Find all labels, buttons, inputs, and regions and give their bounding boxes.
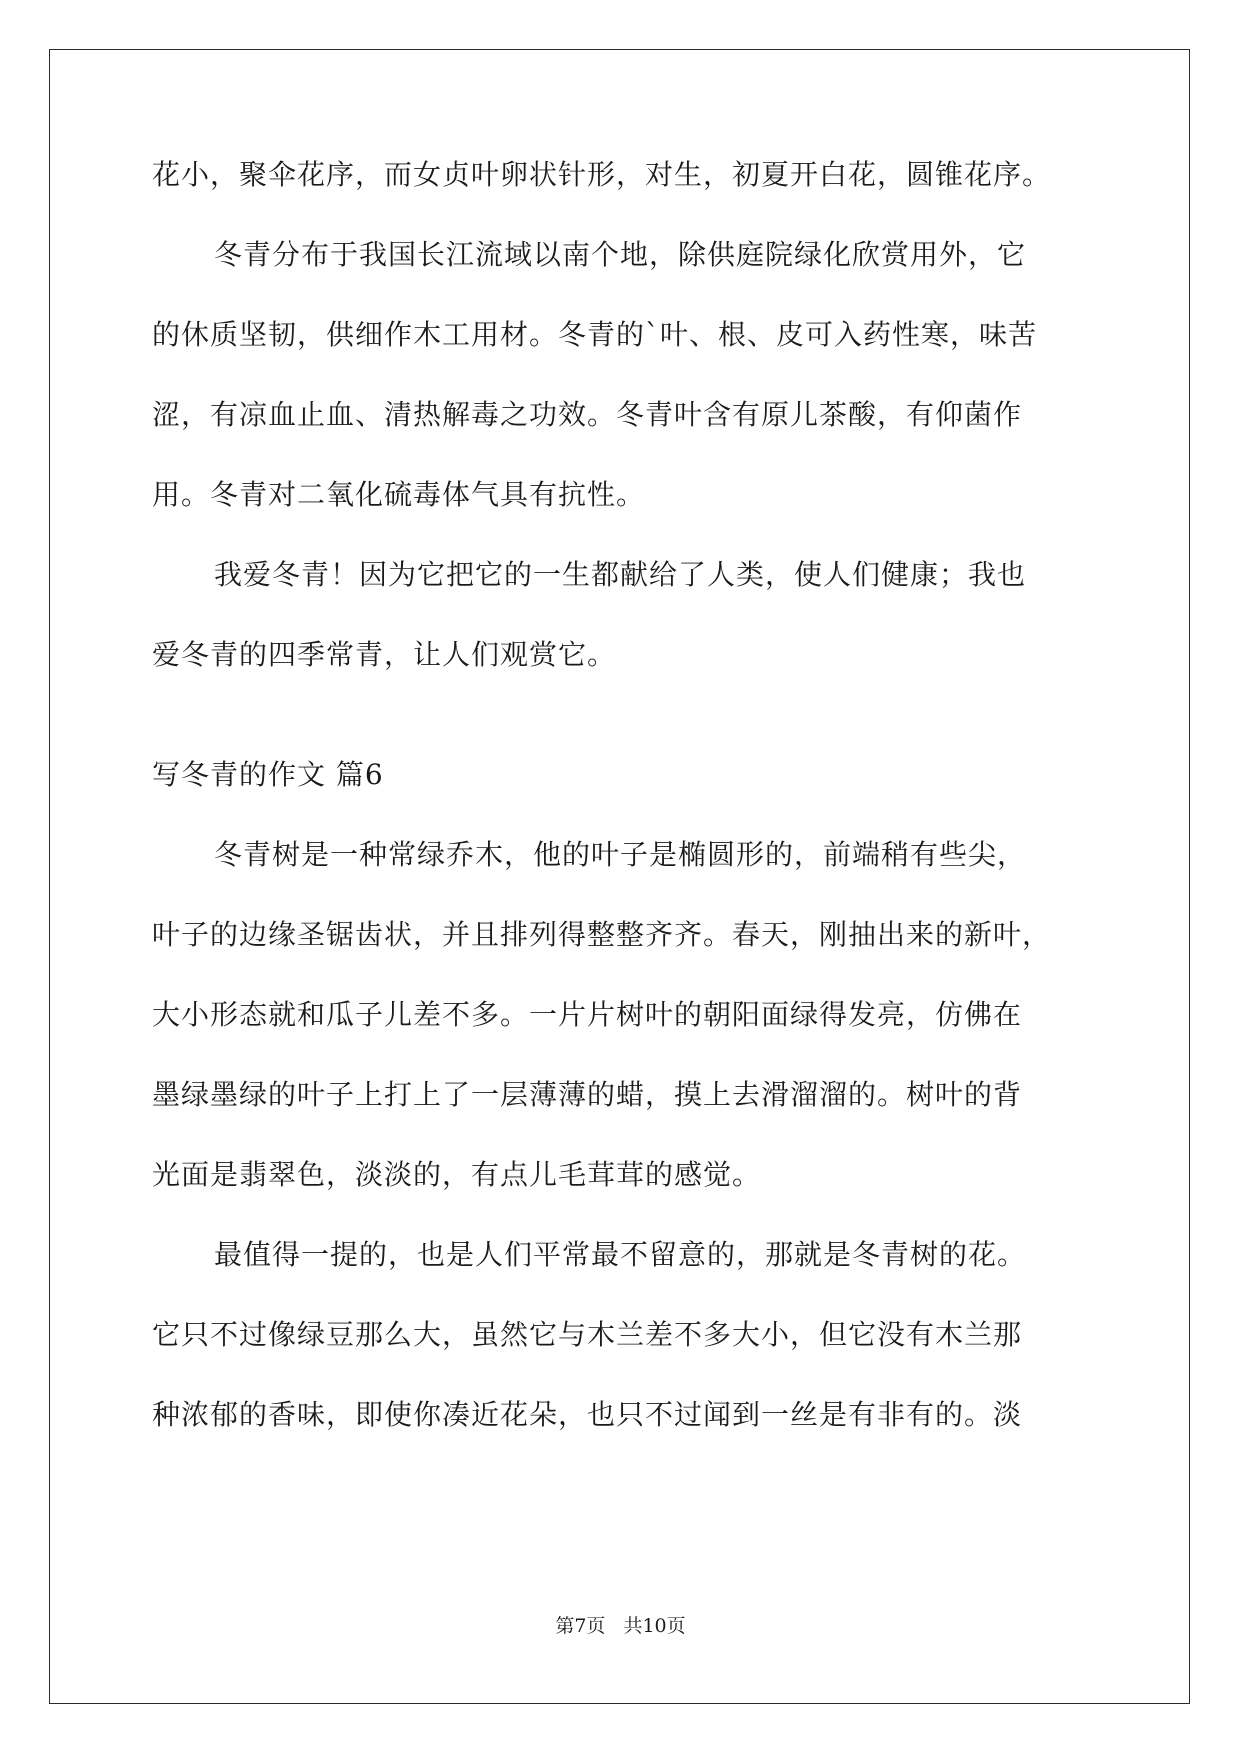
text-line: 用。冬青对二氧化硫毒体气具有抗性。 (152, 478, 646, 511)
page-footer (0, 1614, 1241, 1638)
text-line: 叶子的边缘圣锯齿状，并且排列得整整齐齐。春天，刚抽出来的新叶， (152, 918, 1052, 951)
text-line: 爱冬青的四季常青，让人们观赏它。 (152, 638, 617, 671)
text-line: 光面是翡翠色，淡淡的，有点儿毛茸茸的感觉。 (152, 1158, 762, 1191)
text-line: 冬青分布于我国长江流域以南个地，除供庭院绿化欣赏用外，它 (214, 238, 1027, 271)
document-body (152, 155, 1092, 1475)
page-number: 第7页 (555, 1615, 606, 1637)
text-line: 大小形态就和瓜子儿差不多。一片片树叶的朝阳面绿得发亮，仿佛在 (152, 998, 1023, 1031)
text-line: 种浓郁的香味，即使你凑近花朵，也只不过闻到一丝是有非有的。淡 (152, 1398, 1023, 1431)
text-line: 的休质坚韧，供细作木工用材。冬青的`叶、根、皮可入药性寒，味苦 (152, 318, 1038, 351)
text-line: 最值得一提的，也是人们平常最不留意的，那就是冬青树的花。 (214, 1238, 1027, 1271)
section-title: 写冬青的作文 篇6 (152, 758, 384, 791)
text-line: 花小，聚伞花序，而女贞叶卵状针形，对生，初夏开白花，圆锥花序。 (152, 158, 1052, 191)
text-line: 墨绿墨绿的叶子上打上了一层薄薄的蜡，摸上去滑溜溜的。树叶的背 (152, 1078, 1023, 1111)
section-spacer (152, 715, 1092, 755)
text-line: 我爱冬青！因为它把它的一生都献给了人类，使人们健康；我也 (214, 558, 1027, 591)
page-total: 共10页 (623, 1615, 686, 1637)
text-line: 冬青树是一种常绿乔木，他的叶子是椭圆形的，前端稍有些尖， (214, 838, 1027, 871)
text-line: 涩，有凉血止血、清热解毒之功效。冬青叶含有原儿茶酸，有仰菌作 (152, 398, 1023, 431)
text-line: 它只不过像绿豆那么大，虽然它与木兰差不多大小，但它没有木兰那 (152, 1318, 1023, 1351)
